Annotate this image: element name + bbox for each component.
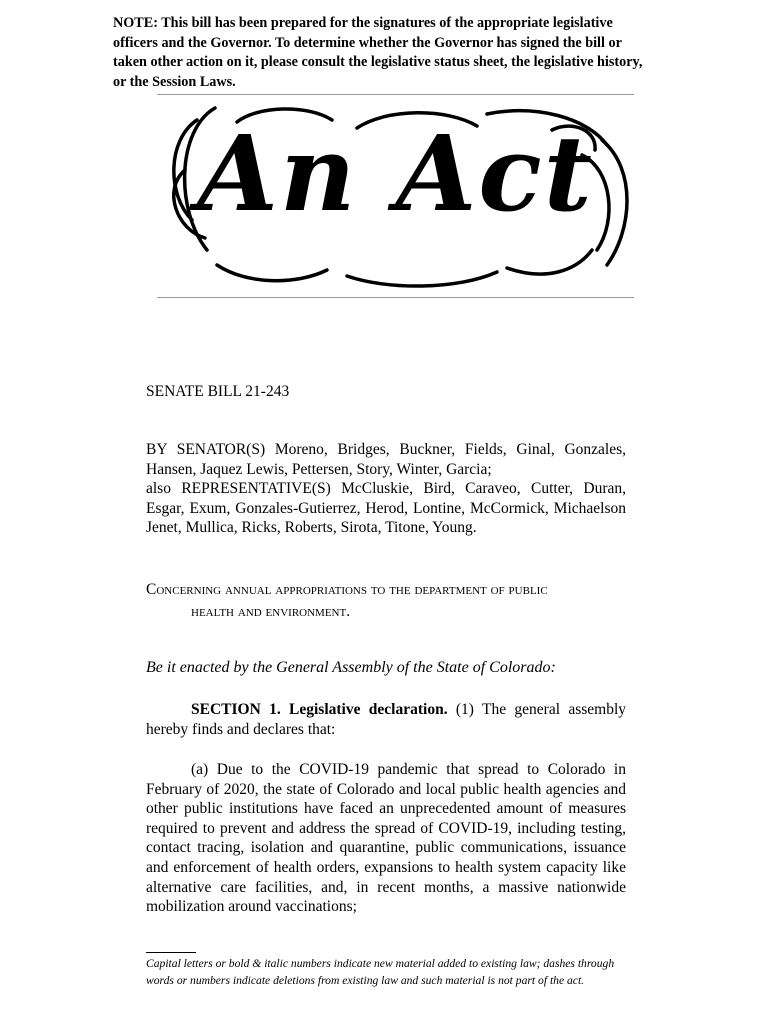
section-1 <box>146 700 626 739</box>
sponsors-block <box>146 440 626 538</box>
bill-number: SENATE BILL 21-243 <box>146 383 290 400</box>
senate-sponsors: BY SENATOR(S) Moreno, Bridges, Buckner, Fields, Ginal, Gonzales, Hansen, Jaquez Lewis, Pettersen, Story, Winter, Garcia; <box>146 441 626 478</box>
concerning-line-2: health and environment. <box>191 603 351 620</box>
section-1-heading: SECTION 1. Legislative declaration. <box>191 701 448 718</box>
concerning-line-1: Concerning annual appropriations to the department of public <box>146 581 548 598</box>
paragraph-a: (a) Due to the COVID-19 pandemic that spread to Colorado in February of 2020, the state of Colorado and local public health agencies and other public institutions have faced an unprecedented amount of measures required to prevent and address the spread of COVID-19, including testing, contact tracing, isolation and quarantine, public communications, issuance and enforcement of health orders, expansions to health system capacity like alternative care facilities, and, in recent months, a massive nationwide mobilization around vaccinations; <box>146 761 626 916</box>
concerning-clause <box>146 579 626 623</box>
an-act-title: An Act <box>197 112 594 235</box>
enacting-clause: Be it enacted by the General Assembly of the State of Colorado: <box>146 659 556 676</box>
top-divider <box>157 94 634 95</box>
an-act-banner <box>157 100 634 292</box>
legislative-note: NOTE: This bill has been prepared for the signatures of the appropriate legislative officers and the Governor. To determine whether the Governor has signed the bill or taken other action on it, please consult the legislative status sheet, the legislative history, or the Session Laws. <box>113 15 643 90</box>
bottom-divider <box>157 297 634 298</box>
section-1-text: (1) The general assembly hereby finds and declares that: <box>146 701 627 738</box>
footnote: Capital letters or bold & italic numbers indicate new material added to existing law; dashes through words or numbers indicate deletions from existing law and such material is not part of the act. <box>146 957 615 987</box>
footnote-divider <box>146 952 196 953</box>
house-sponsors: also REPRESENTATIVE(S) McCluskie, Bird, Caraveo, Cutter, Duran, Esgar, Exum, Gonzales-Gutierrez, Herod, Lontine, McCormick, Michaelson Jenet, Mullica, Ricks, Roberts, Sirota, Titone, Young. <box>146 480 626 537</box>
